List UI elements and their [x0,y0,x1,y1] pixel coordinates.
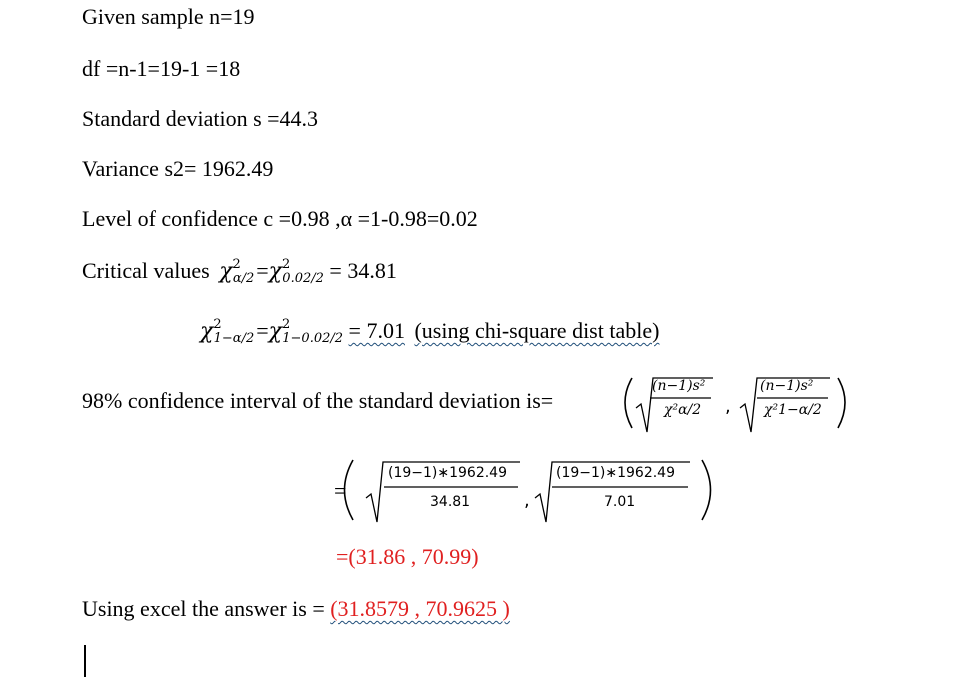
confidence-text: Level of confidence c =0.98 ,α =1-0.98=0.02 [82,206,478,231]
excel-label: Using excel the answer is = [82,596,325,621]
excel-interval: (31.8579 , 70.9625 ) [330,596,510,621]
sd-text: Standard deviation s =44.3 [82,106,319,131]
ci-fraction-numerator-2: (n−1)s² [760,378,814,394]
substitution-denominator-2: 7.01 [604,494,636,510]
chi-square-1-alpha2: $\chi^21-\alpha/2$ [200,317,255,346]
substitution-denominator-1: 34.81 [430,494,471,510]
critical-values-line: Critical values $\chi^2\alpha/2=\chi^20.02/2 = 34.81$ [82,257,397,286]
substitution-numerator-1: (19−1)∗1962.49 [388,465,507,481]
excel-line [82,596,510,622]
chi-square-1-002: $\chi^21-0.02/2$ [268,317,344,346]
ci-comma: , [725,396,731,417]
critical-note: (using chi-square dist table) [414,318,660,343]
chi-square-002: $\chi^20.02/2$ [268,257,324,286]
result-interval: =(31.86 , 70.99) [336,544,479,569]
critical-value-1: = 34.81 [329,258,397,283]
substitution-comma: , [524,490,530,511]
critical-value-2: = 7.01 [348,318,405,343]
substitution-numerator-2: (19−1)∗1962.49 [556,465,675,481]
substitution-equals: = [334,478,347,503]
critical-label: Critical values [82,258,210,283]
ci-fraction-denominator-2: χ²1−α/2 [764,402,822,418]
ci-label: 98% confidence interval of the standard deviation is= [82,388,554,413]
sample-size-text: Given sample n=19 [82,4,255,29]
critical-value-2-line: $\chi^21-\alpha/2=\chi^21-0.02/2 = 7.01$ (using chi-square dist table) [200,317,660,346]
result-line [336,544,479,570]
variance-text: Variance s2= 1962.49 [82,156,274,181]
ci-fraction-denominator-1: χ²α/2 [664,402,702,418]
df-text: df =n-1=19-1 =18 [82,56,241,81]
text-cursor [84,645,86,677]
ci-fraction-numerator-1: (n−1)s² [652,378,706,394]
chi-square-alpha2: $\chi^2\alpha/2$ [219,257,255,286]
